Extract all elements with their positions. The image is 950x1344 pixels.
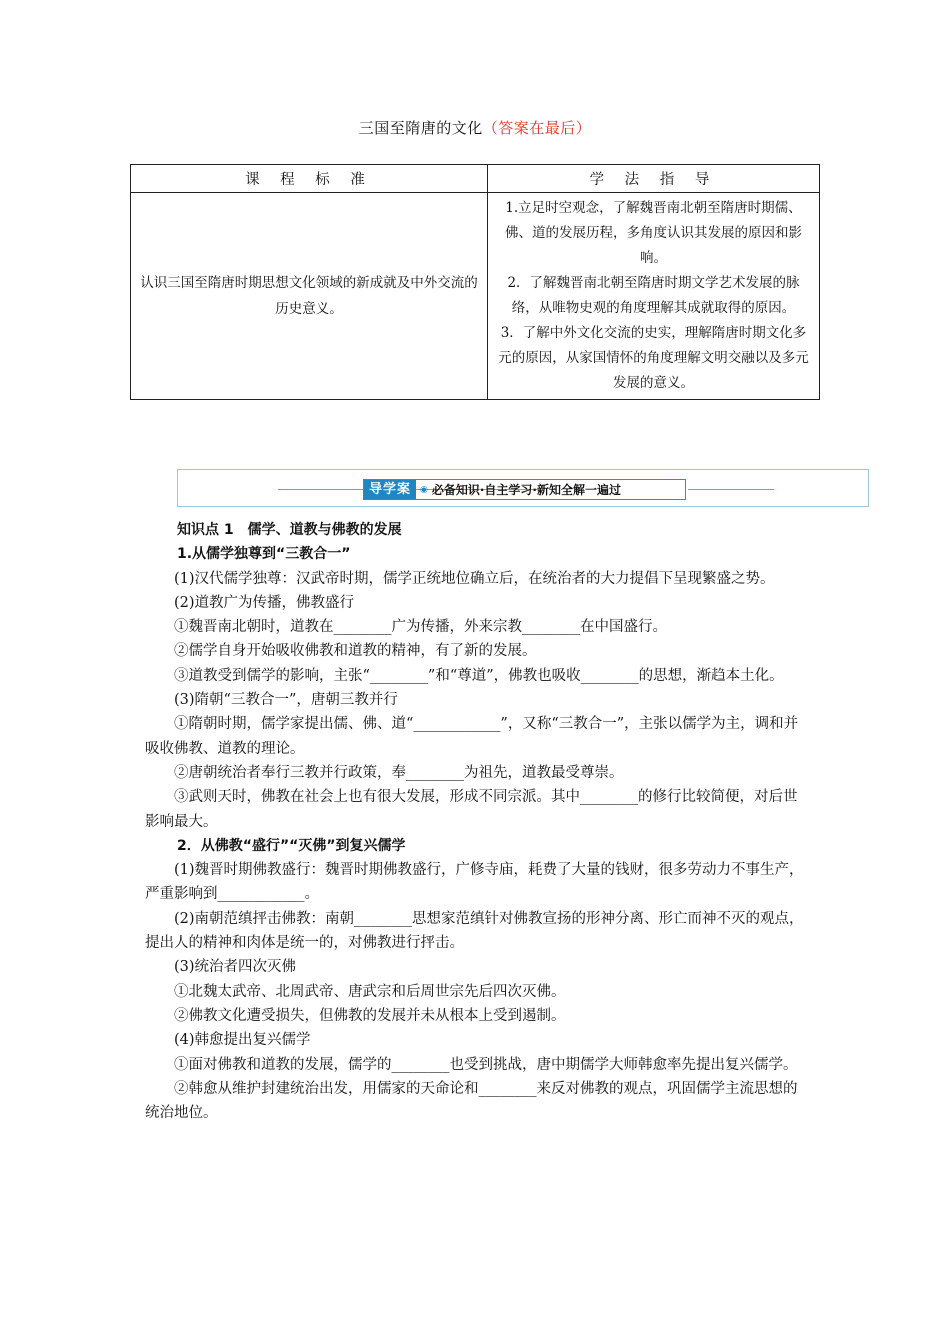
paragraph: ②儒学自身开始吸收佛教和道教的精神，有了新的发展。: [174, 643, 537, 660]
section-heading-2: 2．从佛教“盛行”“灭佛”到复兴儒学: [177, 837, 406, 854]
guidance-cell: [488, 193, 820, 400]
header-guidance: 学 法 指 导: [488, 165, 820, 193]
banner-box: [363, 479, 686, 500]
paragraph: (1)汉代儒学独尊：汉武帝时期，儒学正统地位确立后，在统治者的大力提倡下呈现繁盛之势。: [174, 570, 775, 587]
paragraph: (2)南朝范缜抨击佛教：南朝________思想家范缜针对佛教宣扬的形神分离、形亡而神不灭的观点，提出人的精神和肉体是统一的，对佛教进行抨击。: [145, 910, 804, 952]
paragraph: ①北魏太武帝、北周武帝、唐武宗和后周世宗先后四次灭佛。: [174, 983, 566, 1000]
paragraph: ③武则天时，佛教在社会上也有很大发展，形成不同宗派。其中________的修行比较简便，对后世影响最大。: [145, 789, 798, 830]
title-main: 三国至隋唐的文化: [358, 119, 483, 137]
paragraph: (3)隋朝“三教合一”，唐朝三教并行: [174, 692, 398, 709]
paragraph: ②佛教文化遭受损失，但佛教的发展并未从根本上受到遏制。: [174, 1007, 566, 1024]
curriculum-table: [130, 164, 820, 400]
paragraph: (3)统治者四次灭佛: [174, 959, 297, 976]
knowledge-point-heading: 知识点 1 儒学、道教与佛教的发展: [177, 522, 402, 538]
paragraph: ③道教受到儒学的影响，主张“________”和“尊道”，佛教也吸收________的思想，渐趋本土化。: [174, 667, 784, 684]
section-heading-1: 1.从儒学独尊到“三教合一”: [177, 546, 351, 563]
paragraph: ②唐朝统治者奉行三教并行政策，奉________为祖先，道教最受尊崇。: [174, 764, 624, 781]
paragraph: (2)道教广为传播，佛教盛行: [174, 594, 355, 611]
paragraph: (1)魏晋时期佛教盛行：魏晋时期佛教盛行，广修寺庙，耗费了大量的钱财，很多劳动力不事生产，严重影响到____________。: [145, 862, 804, 903]
banner-tag: 导学案: [364, 480, 416, 499]
paragraph: ①隋朝时期，儒学家提出儒、佛、道“____________”，又称“三教合一”，主张以儒学为主，调和并吸收佛教、道教的理论。: [145, 716, 799, 757]
banner-line-right: [688, 489, 774, 490]
paragraph: (4)韩愈提出复兴儒学: [174, 1032, 311, 1049]
banner-subtitle: 必备知识·自主学习·新知全解一遍过: [431, 483, 621, 497]
guidance-item-3: 3．了解中外文化交流的史实，理解隋唐时期文化多元的原因，从家国情怀的角度理解文明交融以及多元发展的意义。: [498, 325, 809, 391]
guidance-item-2: 2．了解魏晋南北朝至隋唐时期文学艺术发展的脉络，从唯物史观的角度理解其成就取得的原因。: [507, 275, 800, 316]
standard-cell: 认识三国至隋唐时期思想文化领域的新成就及中外交流的历史意义。: [131, 193, 488, 400]
page-title: [0, 117, 950, 138]
header-standard: 课 程 标 准: [131, 165, 488, 193]
paragraph: ①魏晋南北朝时，道教在________广为传播，外来宗教________在中国盛行。: [174, 619, 667, 636]
paragraph: ②韩愈从维护封建统治出发，用儒家的天命论和________来反对佛教的观点，巩固儒学主流思想的统治地位。: [145, 1080, 798, 1122]
bullet-icon: ◉: [420, 484, 428, 495]
guidance-item-1: 1.立足时空观念，了解魏晋南北朝至隋唐时期儒、佛、道的发展历程，多角度认识其发展的原因和影响。: [505, 200, 802, 266]
paragraph: ①面对佛教和道教的发展，儒学的________也受到挑战，唐中期儒学大师韩愈率先提出复兴儒学。: [174, 1056, 798, 1073]
title-answer-note: （答案在最后）: [482, 119, 592, 137]
section-banner: [177, 469, 869, 507]
study-content: [145, 518, 810, 1125]
